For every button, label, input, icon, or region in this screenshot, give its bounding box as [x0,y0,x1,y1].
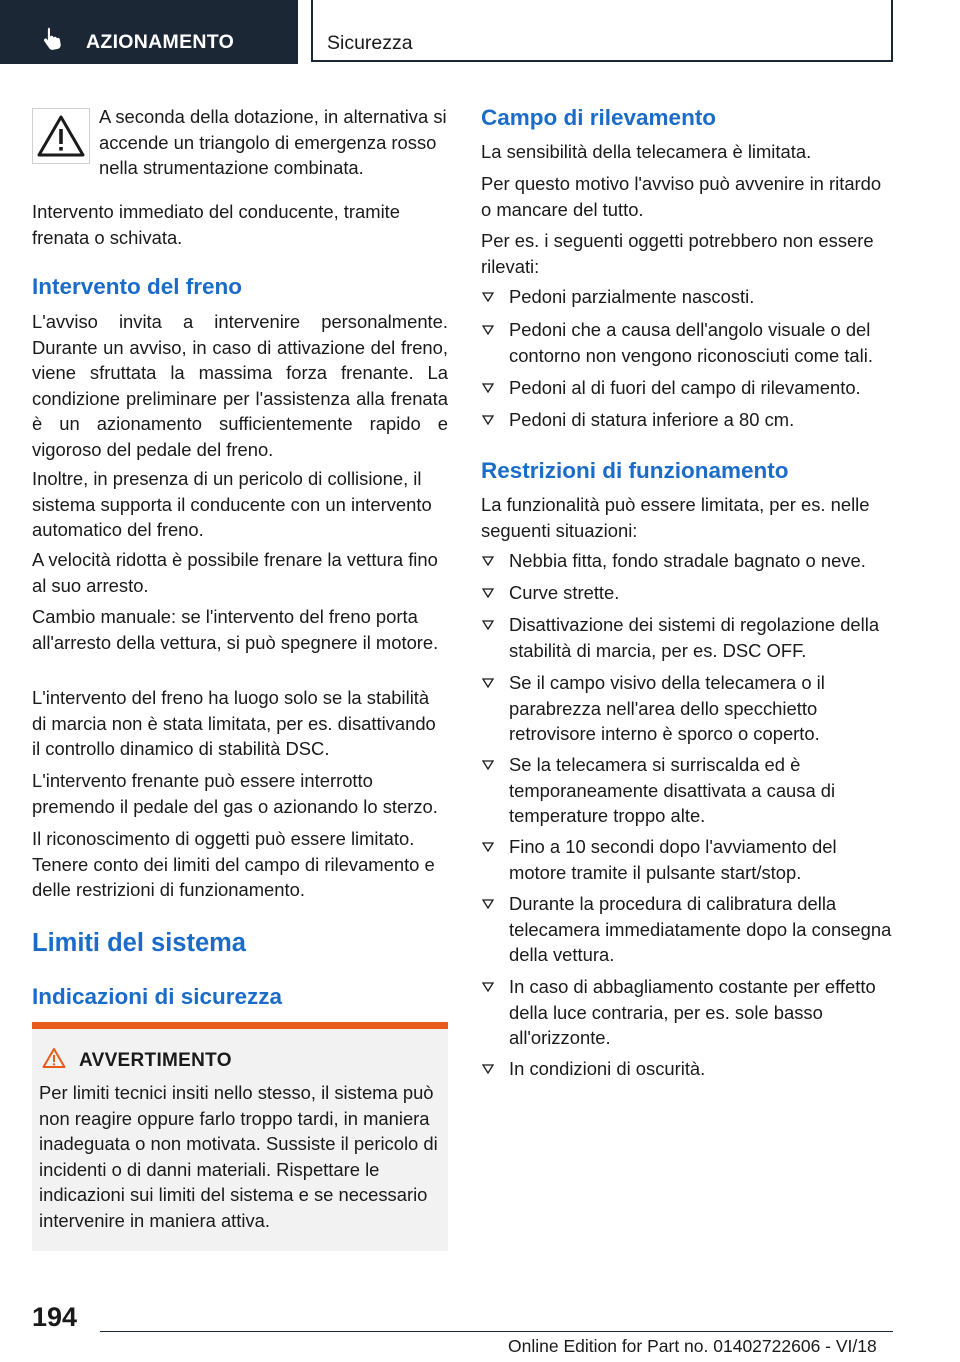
heading-restrizioni: Restrizioni di funzionamento [481,458,789,483]
page-number: 194 [32,1302,78,1332]
paragraph-intervento: Intervento immediato del conducente, tramite frenata o schivata. [32,201,401,248]
triangle-bullet-icon [482,324,494,336]
warning-box [32,1022,448,1251]
warning-title: AVVERTIMENTO [79,1050,232,1071]
triangle-bullet-icon [482,841,494,853]
triangle-bullet-icon [482,898,494,910]
list-item-text: Pedoni al di fuori del campo di rilevamento. [509,377,861,398]
list-item-text: Curve strette. [509,582,620,603]
heading-indicazioni-sicurezza: Indicazioni di sicurezza [32,984,283,1009]
section-tab[interactable] [0,0,298,64]
paragraph-freno-6: L'intervento frenante può essere interrotto premendo il pedale del gas o azionando lo sterzo. [32,770,438,817]
heading-intervento-freno: Intervento del freno [32,274,243,299]
triangle-bullet-icon [482,555,494,567]
list-item-text: In condizioni di oscurità. [509,1058,706,1079]
paragraph-freno-4: Cambio manuale: se l'intervento del freno porta all'arresto della vettura, si può spegnere il motore. [32,606,439,653]
paragraph-freno-7: Il riconoscimento di oggetti può essere limitato. Tenere conto dei limiti del campo di rilevamento e delle restrizioni di funzionamento. [32,828,435,900]
triangle-bullet-icon [482,1063,494,1075]
warning-icon [42,1047,66,1069]
paragraph-campo-3: Per es. i seguenti oggetti potrebbero non essere rilevati: [481,230,874,277]
paragraph-freno-2: Inoltre, in presenza di un pericolo di collisione, il sistema supporta il conducente con un intervento automatico del freno. [32,468,432,540]
footer-edition: Online Edition for Part no. 01402722606 - VI/18 [508,1336,877,1356]
list-item-text: Pedoni parzialmente nascosti. [509,286,755,307]
list-item-text: Durante la procedura di calibratura della telecamera immediatamente dopo la consegna della vettura. [509,893,892,965]
list-item-text: Nebbia fitta, fondo stradale bagnato o neve. [509,550,866,571]
paragraph-restrizioni-1: La funzionalità può essere limitata, per es. nelle seguenti situazioni: [481,494,870,541]
list-item-text: Pedoni che a causa dell'angolo visuale o del contorno non vengono riconosciuti come tali. [509,319,873,366]
heading-campo-rilevamento: Campo di rilevamento [481,105,717,130]
list-item-text: Se la telecamera si surriscalda ed è temporaneamente disattivata a causa di temperature troppo alte. [509,754,836,826]
heading-limiti-sistema: Limiti del sistema [32,929,246,957]
triangle-bullet-icon [482,981,494,993]
list-item-text: Pedoni di statura inferiore a 80 cm. [509,409,795,430]
warning-accent-bar [32,1022,448,1029]
footer-divider [100,1331,893,1332]
paragraph-freno-5: L'intervento del freno ha luogo solo se la stabilità di marcia non è stata limitata, per es. disattivando il controllo dinamico di stabilità DSC. [32,687,436,759]
warning-text: Per limiti tecnici insiti nello stesso, il sistema può non reagire oppure farlo troppo tardi, in maniera inadeguata o non motivata. Sussiste il pericolo di incidenti o di danni materiali. Rispettare le indicazioni sui limiti del sistema e se necessario intervenire in maniera attiva. [39,1082,438,1231]
warning-triangle-icon [32,108,90,164]
chapter-tab[interactable] [311,0,893,62]
triangle-bullet-icon [482,414,494,426]
paragraph-freno-1: L'avviso invita a intervenire personalmente. Durante un avviso, in caso di attivazione del freno, viene sfruttata la massima forza frenante. La condizione preliminare per l'assistenza alla frenata è un azionamento sufficientemente rapido e vigoroso del pedale del freno. [32,311,448,460]
triangle-bullet-icon [482,619,494,631]
note-text: A seconda della dotazione, in alternativa si accende un triangolo di emergenza rosso nella strumentazione combinata. [99,106,447,178]
triangle-bullet-icon [482,382,494,394]
paragraph-campo-1: La sensibilità della telecamera è limitata. [481,141,812,162]
paragraph-freno-3: A velocità ridotta è possibile frenare la vettura fino al suo arresto. [32,549,438,596]
triangle-bullet-icon [482,291,494,303]
hand-pointer-icon [42,26,64,50]
list-item-text: Se il campo visivo della telecamera o il parabrezza nell'area dello specchietto retrovisore interno è sporco o coperto. [509,672,825,744]
list-item-text: Fino a 10 secondi dopo l'avviamento del motore tramite il pulsante start/stop. [509,836,837,883]
paragraph-campo-2: Per questo motivo l'avviso può avvenire in ritardo o mancare del tutto. [481,173,882,220]
list-item-text: Disattivazione dei sistemi di regolazione della stabilità di marcia, per es. DSC OFF. [509,614,880,661]
triangle-bullet-icon [482,677,494,689]
triangle-bullet-icon [482,759,494,771]
chapter-label: Sicurezza [327,32,413,54]
list-item-text: In caso di abbagliamento costante per effetto della luce contraria, per es. sole basso all'orizzonte. [509,976,876,1048]
section-label: AZIONAMENTO [86,31,235,53]
triangle-bullet-icon [482,587,494,599]
